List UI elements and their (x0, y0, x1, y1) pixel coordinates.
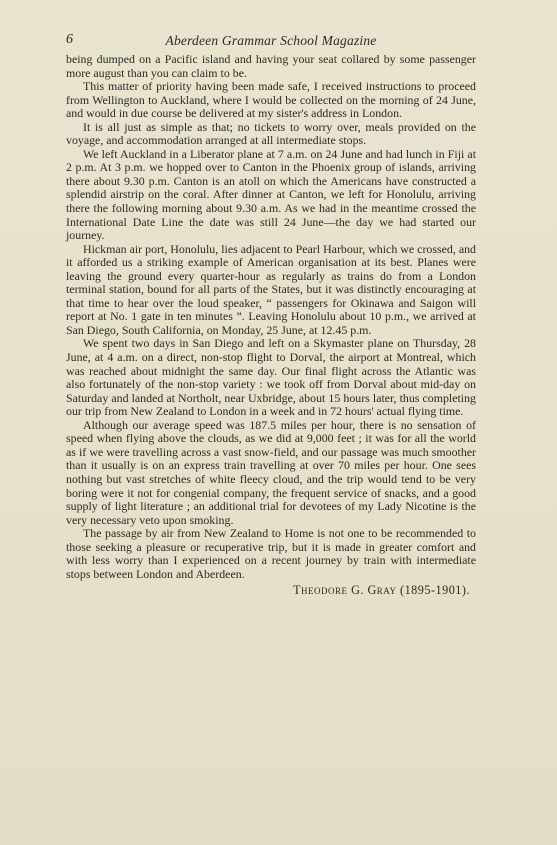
author-signature: Theodore G. Gray (1895-1901). (293, 583, 470, 598)
paragraph: This matter of priority having been made safe, I received instructions to proceed from Wellington to Auckland, where I would be collected on the morning of 24 June, and would in due course be delivered at my sister's address in London. (66, 79, 476, 121)
paragraph: We left Auckland in a Liberator plane at 7 a.m. on 24 June and had lunch in Fiji at 2 p.m. At 3 p.m. we hopped over to Canton in the Phoenix group of islands, arriving there about 9.30 p.m. Canton is an atoll on which the Americans have constructed a splendid airstrip on the coral. After dinner at Canton, we left for Honolulu, arriving there the following morning about 9.30 a.m. As we had in the meantime crossed the International Date Line the date was still 24 June—the day we had started our journey. (66, 146, 476, 243)
paragraph: Although our average speed was 187.5 miles per hour, there is no sensation of speed when flying above the clouds, as we did at 9,000 feet ; it was for all the world as if we were travelling across a vast snow-field, and our passage was much smoother than it usually is on an express train travelling at over 70 miles per hour. One sees nothing but vast stretches of white fleecy cloud, and the trip would tend to be very boring were it not for congenial company, the frequent service of snacks, and a good supply of light literature ; an additional trial for devotees of my Lady Nicotine is the very necessary veto upon smoking. (66, 417, 476, 527)
paragraph: being dumped on a Pacific island and having your seat collared by some passenger more august than you can claim to be. (66, 52, 476, 80)
paragraph: Hickman air port, Honolulu, lies adjacent to Pearl Harbour, which we crossed, and it afforded us a striking example of American organisation at its best. Planes were leaving the ground every quarter-hour as regularly as trains do from a London terminal station, bound for all parts of the States, but it was distinctly encouraging at that time to hear over the loud speaker, “ passengers for Okinawa and Saigon will report at No. 1 gate in ten minutes ”. Leaving Honolulu about 10 p.m., we arrived at San Diego, South California, on Monday, 25 June, at 12.45 p.m. (66, 241, 476, 337)
article-body (66, 53, 476, 597)
paragraph: The passage by air from New Zealand to Home is not one to be recommended to those seeking a pleasure or recuperative trip, but it is made in greater comfort and with less worry than I experienced on a recent journey by train with intermediate stops between London and Aberdeen. (66, 526, 476, 581)
paragraph: We spent two days in San Diego and left on a Skymaster plane on Thursday, 28 June, at 4 a.m. on a direct, non-stop flight to Dorval, the airport at Montreal, which was reached about midnight the same day. Our final flight across the Atlantic was also fortunately of the non-stop variety : we took off from Dorval about mid-day on Saturday and landed at Northolt, near Uxbridge, about 15 hours later, thus completing our trip from New Zealand to London in a week and in 72 hours' actual flying time. (66, 336, 476, 419)
page-header (66, 32, 476, 50)
paragraph: It is all just as simple as that; no tickets to worry over, meals provided on the voyage, and accommodation arranged at all intermediate stops. (66, 119, 476, 148)
running-title: Aberdeen Grammar School Magazine (165, 33, 377, 48)
page-number: 6 (66, 32, 73, 47)
